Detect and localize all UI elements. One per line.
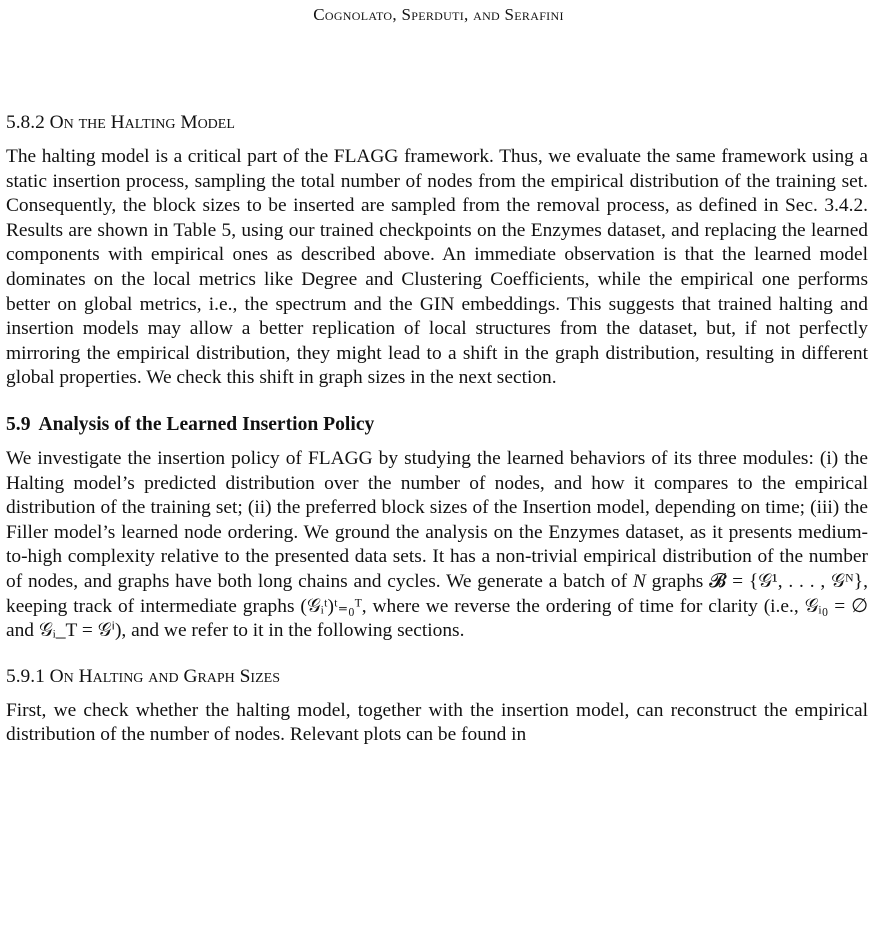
running-head: Cognolato, Sperduti, and Serafini [313,5,564,24]
subsection-heading-5-8-2 [6,111,868,135]
text-segment: ), and we refer to it in the following sections. [114,620,465,642]
subsection-title: On the Halting Model [49,112,235,133]
subsection-title: On Halting and Graph Sizes [49,665,280,687]
math-batch-definition: 𝓑 = {𝒢¹, . . . , 𝒢ᴺ} [709,570,864,592]
math-initial-graph: 𝒢ᵢ₀ = ∅ [804,595,868,617]
text-segment: We investigate the insertion policy of FLAGG by studying the learned behaviors of its three modules: (i) the Halting model’s predicted distribution over the number of nodes, and how it compares to the empirical distribution of the training set; (ii) the preferred block sizes of the Insertion model, depending on time; (iii) the Filler model’s learned node ordering. We ground the analysis on the Enzymes dataset, as it presents medium-to-high complexity relative to the presented data sets. It has a non-trivial empirical distribution of the number of nodes, and graphs have both long chains and cycles. We generate a batch of [6,447,868,592]
math-graph-sequence: (𝒢ᵢᵗ)ᵗ₌₀ᵀ [300,595,362,617]
math-n: N [632,570,646,592]
text-segment: , where we reverse the ordering of time for clarity (i.e., [361,595,805,617]
text-segment: , keeping track of intermediate graphs [6,570,868,617]
page-body [6,111,868,748]
text-segment: and [6,620,39,642]
math-final-graph: 𝒢ᵢ_T = 𝒢ⁱ [38,620,115,642]
text-segment: graphs [645,570,710,592]
paragraph-halting-graph-sizes: First, we check whether the halting model, together with the insertion model, can reconstruct the empirical distribution of the number of nodes. Relevant plots can be found in [6,699,868,746]
subsection-number: 5.8.2 [6,112,45,133]
section-number: 5.9 [6,413,31,435]
subsection-heading-5-9-1 [6,665,868,689]
subsection-number: 5.9.1 [6,665,45,687]
section-title: Analysis of the Learned Insertion Policy [38,413,375,435]
section-heading-5-9 [6,413,868,437]
paragraph-halting-model: The halting model is a critical part of the FLAGG framework. Thus, we evaluate the same framework using a static insertion process, sampling the total number of nodes from the empirical distribution of the training set. Consequently, the block sizes to be inserted are sampled from the removal process, as defined in Sec. 3.4.2. Results are shown in Table 5, using our trained checkpoints on the Enzymes dataset, and replacing the learned components with empirical ones as described above. An immediate observation is that the learned model dominates on the local metrics like Degree and Clustering Coefficients, while the empirical one performs better on global metrics, i.e., the spectrum and the GIN embeddings. This suggests that trained halting and insertion models may allow a better replication of local structures from the dataset, but, if not perfectly mirroring the empirical distribution, they might lead to a shift in the graph distribution, resulting in different global properties. We check this shift in graph sizes in the next section. [6,146,868,389]
paragraph-insertion-policy [6,447,868,644]
